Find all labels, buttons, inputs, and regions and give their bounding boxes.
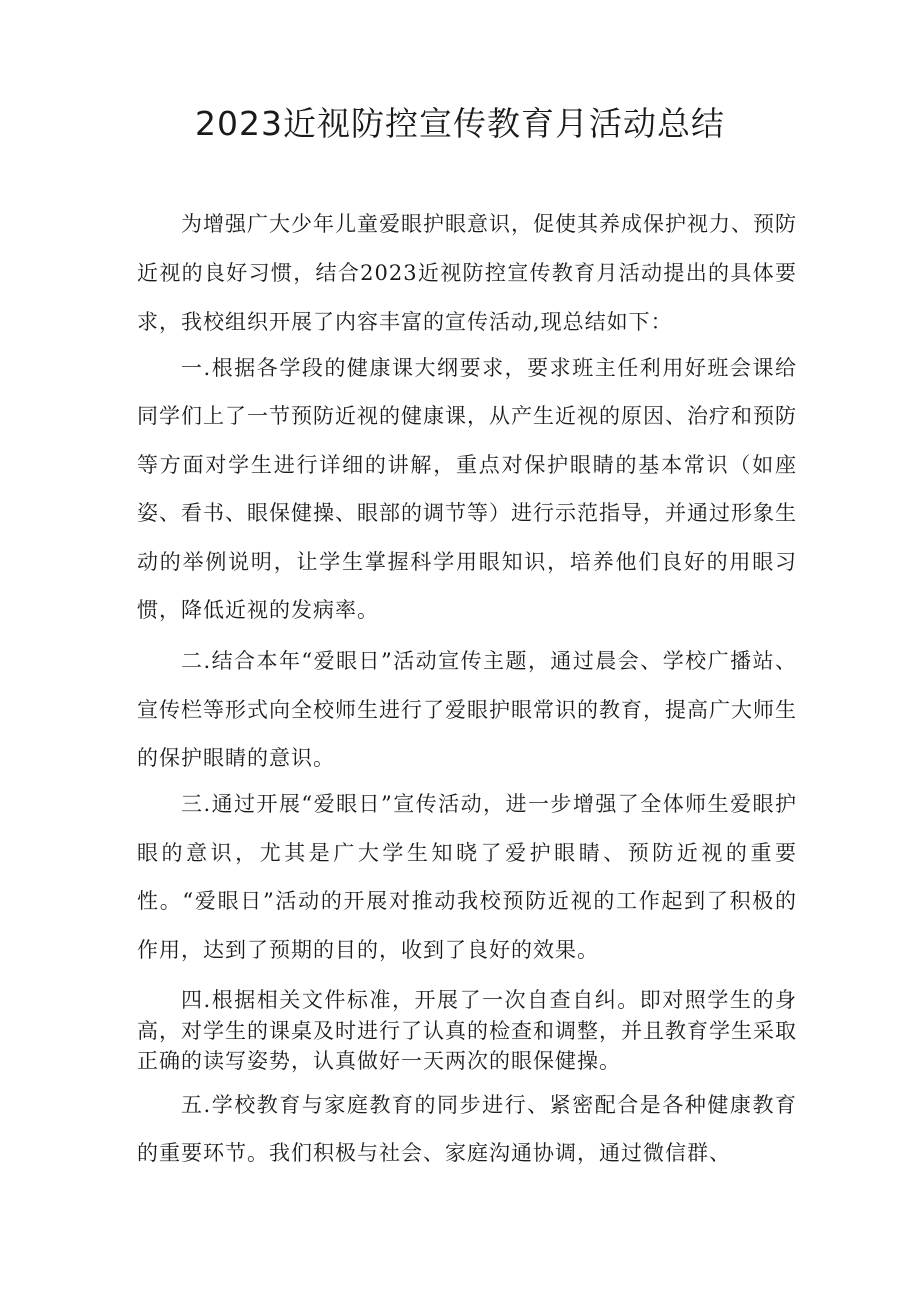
document-title: 2023近视防控宣传教育月活动总结 bbox=[195, 104, 725, 143]
paragraph-item-5: 五.学校教育与家庭教育的同步进行、紧密配合是各种健康教育的重要环节。我们积极与社会、家庭沟通协调，通过微信群、 bbox=[137, 1093, 797, 1165]
paragraph-item-1: 一.根据各学段的健康课大纲要求，要求班主任利用好班会课给同学们上了一节预防近视的健康课，从产生近视的原因、治疗和预防等方面对学生进行详细的讲解，重点对保护眼睛的基本常识（如座姿、看书、眼保健操、眼部的调节等）进行示范指导，并通过形象生动的举例说明，让学生掌握科学用眼知识，培养他们良好的用眼习惯，降低近视的发病率。 bbox=[137, 356, 797, 623]
paragraph-item-4: 四.根据相关文件标准，开展了一次自查自纠。即对照学生的身高，对学生的课桌及时进行了认真的检查和调整，并且教育学生采取正确的读写姿势，认真做好一天两次的眼保健操。 bbox=[137, 988, 797, 1073]
paragraph-intro: 为增强广大少年儿童爱眼护眼意识，促使其养成保护视力、预防近视的良好习惯，结合2023近视防控宣传教育月活动提出的具体要求，我校组织开展了内容丰富的宣传活动,现总结如下： bbox=[137, 212, 797, 334]
paragraph-item-3: 三.通过开展“爱眼日”宣传活动，进一步增强了全体师生爱眼护眼的意识，尤其是广大学生知晓了爱护眼睛、预防近视的重要性。“爱眼日”活动的开展对推动我校预防近视的工作起到了积极的作用，达到了预期的目的，收到了良好的效果。 bbox=[137, 792, 797, 963]
paragraph-item-2: 二.结合本年“爱眼日”活动宣传主题，通过晨会、学校广播站、宣传栏等形式向全校师生进行了爱眼护眼常识的教育，提高广大师生的保护眼睛的意识。 bbox=[137, 649, 797, 770]
